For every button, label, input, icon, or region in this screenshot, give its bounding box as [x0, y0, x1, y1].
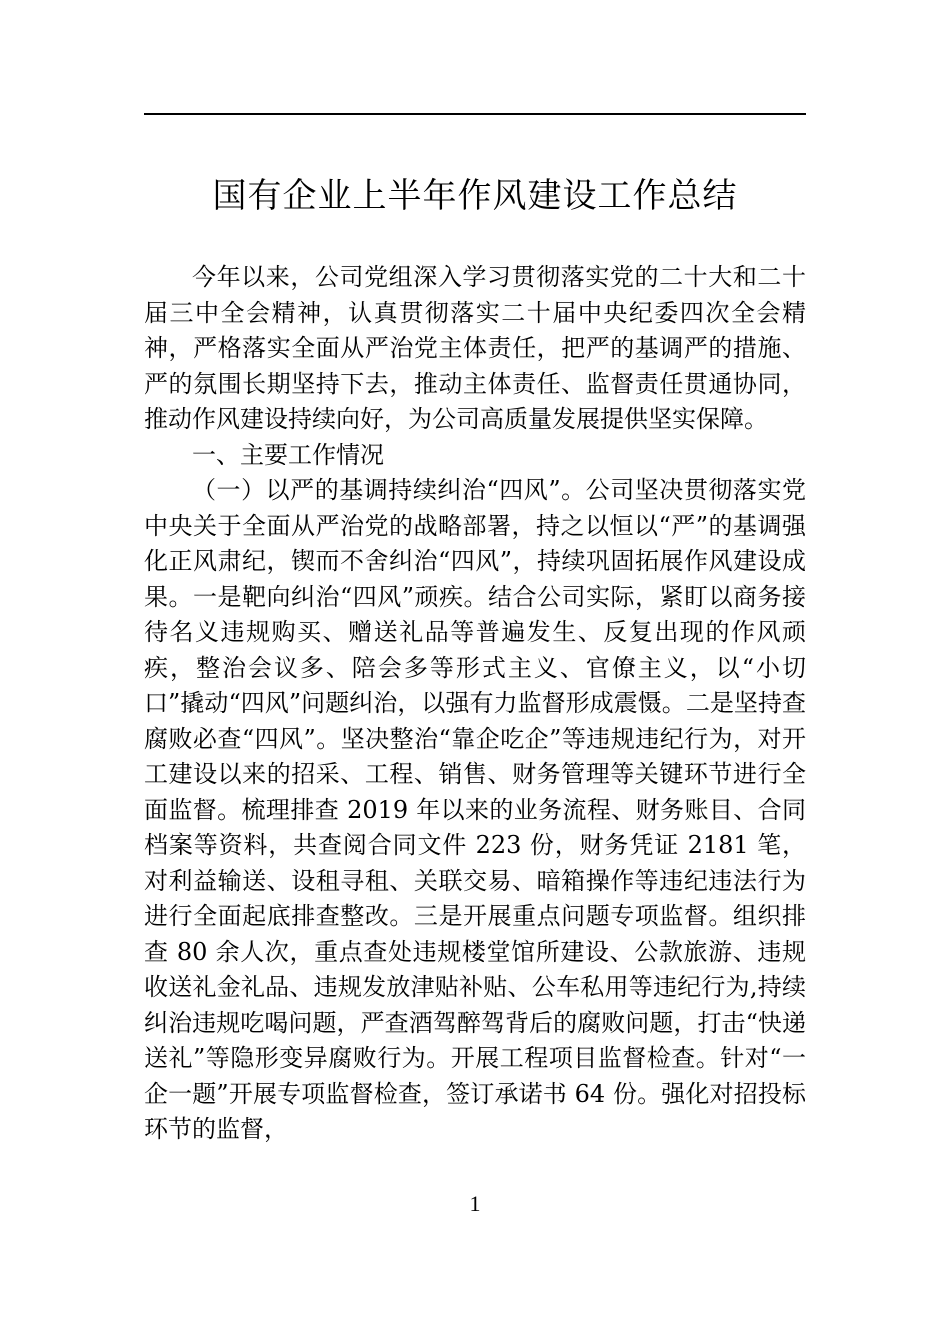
- section-heading: 一、主要工作情况: [192, 440, 384, 469]
- document-title: 国有企业上半年作风建设工作总结: [212, 176, 738, 216]
- document-body: [144, 260, 806, 1148]
- header-rule: [144, 113, 806, 115]
- intro-paragraph: 今年以来，公司党组深入学习贯彻落实党的二十大和二十届三中全会精神，认真贯彻落实二十届中央纪委四次全会精神，严格落实全面从严治党主体责任，把严的基调严的措施、严的氛围长期坚持下去，推动主体责任、监督责任贯通协同，推动作风建设持续向好，为公司高质量发展提供坚实保障。: [144, 263, 806, 433]
- section-paragraph: （一）以严的基调持续纠治“四风”。公司坚决贯彻落实党中央关于全面从严治党的战略部署，持之以恒以“严”的基调强化正风肃纪，锲而不舍纠治“四风”，持续巩固拓展作风建设成果。一是靶向纠治“四风”顽疾。结合公司实际，紧盯以商务接待名义违规购买、赠送礼品等普遍发生、反复出现的作风顽疾，整治会议多、陪会多等形式主义、官僚主义，以“小切口”撬动“四风”问题纠治，以强有力监督形成震慑。二是坚持查腐败必查“四风”。坚决整治“靠企吃企”等违规违纪行为，对开工建设以来的招采、工程、销售、财务管理等关键环节进行全面监督。梳理排查 2019 年以来的业务流程、财务账目、合同档案等资料，共查阅合同文件 223 份，财务凭证 2181 笔，对利益输送、设租寻租、关联交易、暗箱操作等违纪违法行为进行全面起底排查整改。三是开展重点问题专项监督。组织排查 80 余人次，重点查处违规楼堂馆所建设、公款旅游、违规收送礼金礼品、违规发放津贴补贴、公车私用等违纪行为,持续纠治违规吃喝问题，严查酒驾醉驾背后的腐败问题，打击“快递送礼”等隐形变异腐败行为。开展工程项目监督检查。针对“一企一题”开展专项监督检查，签订承诺书 64 份。强化对招投标环节的监督，: [144, 476, 806, 1143]
- page-number: 1: [469, 1191, 481, 1216]
